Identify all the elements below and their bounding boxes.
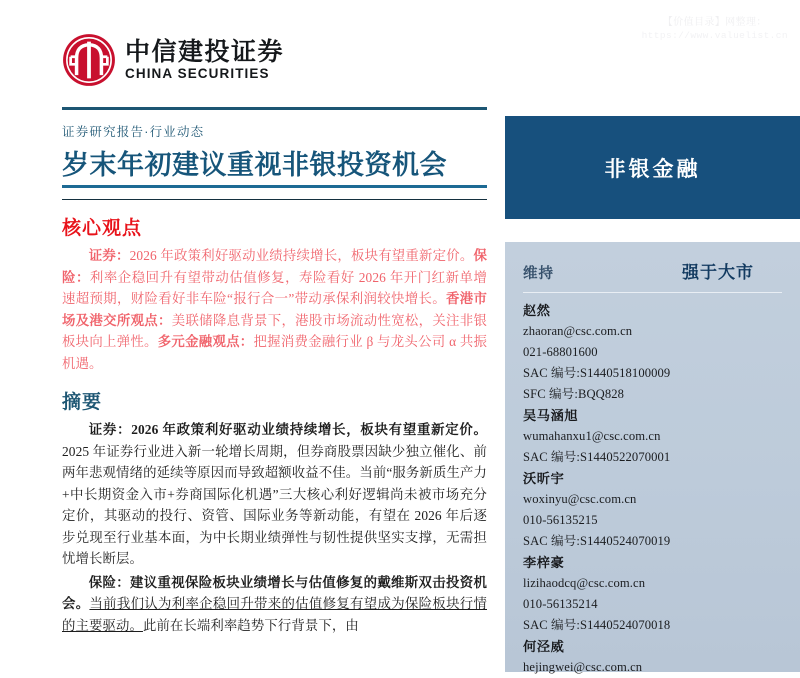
analyst-email[interactable]: woxinyu@csc.com.cn bbox=[523, 492, 637, 506]
header-divider bbox=[62, 107, 487, 110]
text-run-1: 建议重视保险板块业绩增长与估值修复的戴维斯双击投资机会。 bbox=[62, 574, 487, 611]
text-run-4: 香港市场及港交所观点： bbox=[62, 291, 487, 328]
core-view-heading: 核心观点 bbox=[62, 218, 143, 239]
watermark-url: https://www.valuelist.cn bbox=[641, 30, 788, 41]
analyst-email[interactable]: wumahanxu1@csc.com.cn bbox=[523, 429, 661, 443]
analyst-license-id: SAC 编号:S1440518100009 bbox=[523, 366, 671, 380]
text-run-1: 2026 年政策利好驱动业绩持续增长，板块有望重新定价。 bbox=[129, 248, 474, 263]
text-run-5: 美联储降息背景下，港股市场流动性宽松，关注非银板块向上弹性。 bbox=[62, 312, 487, 349]
rating-row bbox=[523, 258, 782, 293]
text-run-0: 保险： bbox=[88, 574, 131, 590]
rating-action: 维持 bbox=[523, 266, 554, 282]
analyst-name: 沃昕宇 bbox=[523, 471, 565, 486]
brand-name-cn: 中信建投证券 bbox=[125, 38, 285, 66]
analyst-name: 李梓豪 bbox=[523, 555, 565, 570]
abstract-paragraph-0 bbox=[62, 419, 487, 570]
analyst-license-id: SAC 编号:S1440522070001 bbox=[523, 450, 671, 464]
title-divider bbox=[62, 185, 487, 188]
core-view-text bbox=[62, 245, 487, 374]
abstract-paragraph-1 bbox=[62, 572, 487, 637]
watermark-line-1: 【价值目录】网整理： bbox=[662, 17, 767, 28]
text-run-3: 利率企稳回升有望带动估值修复，寿险看好 2026 年开门红新单增速超预期，财险看好非车险“报行合一”带动承保利润较快增长。 bbox=[62, 269, 487, 306]
analyst-email[interactable]: hejingwei@csc.com.cn bbox=[523, 660, 643, 674]
analyst-phone: 010-56135215 bbox=[523, 513, 598, 527]
analyst-name: 赵然 bbox=[523, 303, 551, 318]
brand-logo bbox=[62, 0, 487, 88]
abstract-heading: 摘要 bbox=[62, 392, 103, 413]
analyst-license-id: SFC 编号:BQQ828 bbox=[523, 387, 625, 401]
rating-value: 强于大市 bbox=[682, 263, 754, 282]
text-run-0: 证券： bbox=[88, 248, 130, 263]
brand-name-en: CHINA SECURITIES bbox=[125, 66, 270, 81]
industry-badge-label: 非银金融 bbox=[604, 157, 701, 181]
report-side-column bbox=[505, 0, 800, 672]
text-run-2: 保险： bbox=[62, 248, 487, 285]
site-watermark bbox=[642, 16, 788, 42]
analyst-email[interactable]: lizihaodcq@csc.com.cn bbox=[523, 576, 646, 590]
text-run-6: 多元金融观点： bbox=[157, 334, 254, 349]
analyst-phone: 010-56135214 bbox=[523, 597, 598, 611]
title-divider-thin bbox=[62, 199, 487, 200]
text-run-2: 当前我们认为利率企稳回升带来的估值修复有望成为保险板块行情的主要驱动。 bbox=[62, 596, 487, 633]
text-run-2: 2025 年证券行业进入新一轮增长周期，但券商股票因缺少独立催化、前两年悲观情绪的延续等原因而导致超额收益不佳。当前“服务新质生产力+中长期资金入市+券商国际化机遇”三大核心利好逻辑尚未被市场充分定价，其驱动的投行、资管、国际业务等新动能，有望在 2026 年后逐步兑现至行业基本面，为中长期业绩弹性与韧性提供坚实支撑，无需担忧增长断层。 bbox=[62, 443, 487, 566]
analyst-phone: 021-68801600 bbox=[523, 345, 598, 359]
text-run-0: 证券： bbox=[88, 422, 132, 437]
analyst-info-panel bbox=[505, 242, 800, 672]
analyst-license-id: SAC 编号:S1440524070018 bbox=[523, 618, 671, 632]
page-title: 岁末年初建议重视非银投资机会 bbox=[62, 150, 447, 180]
report-kicker: 证券研究报告·行业动态 bbox=[62, 125, 205, 139]
analyst-name: 吴马涵旭 bbox=[523, 408, 579, 423]
analyst-list bbox=[523, 300, 782, 678]
abstract-body bbox=[62, 419, 487, 636]
analyst-name: 何泾威 bbox=[523, 639, 565, 654]
citic-logo-icon bbox=[62, 33, 116, 87]
analyst-license-id: SAC 编号:S1440524070019 bbox=[523, 534, 671, 548]
industry-badge bbox=[505, 116, 800, 219]
text-run-1: 2026 年政策利好驱动业绩持续增长，板块有望重新定价。 bbox=[131, 422, 487, 437]
text-run-3: 此前在长端利率趋势下行背景下，由 bbox=[142, 617, 359, 633]
text-run-7: 把握消费金融行业 β 与龙头公司 α 共振机遇。 bbox=[62, 334, 487, 371]
analyst-email[interactable]: zhaoran@csc.com.cn bbox=[523, 324, 633, 338]
